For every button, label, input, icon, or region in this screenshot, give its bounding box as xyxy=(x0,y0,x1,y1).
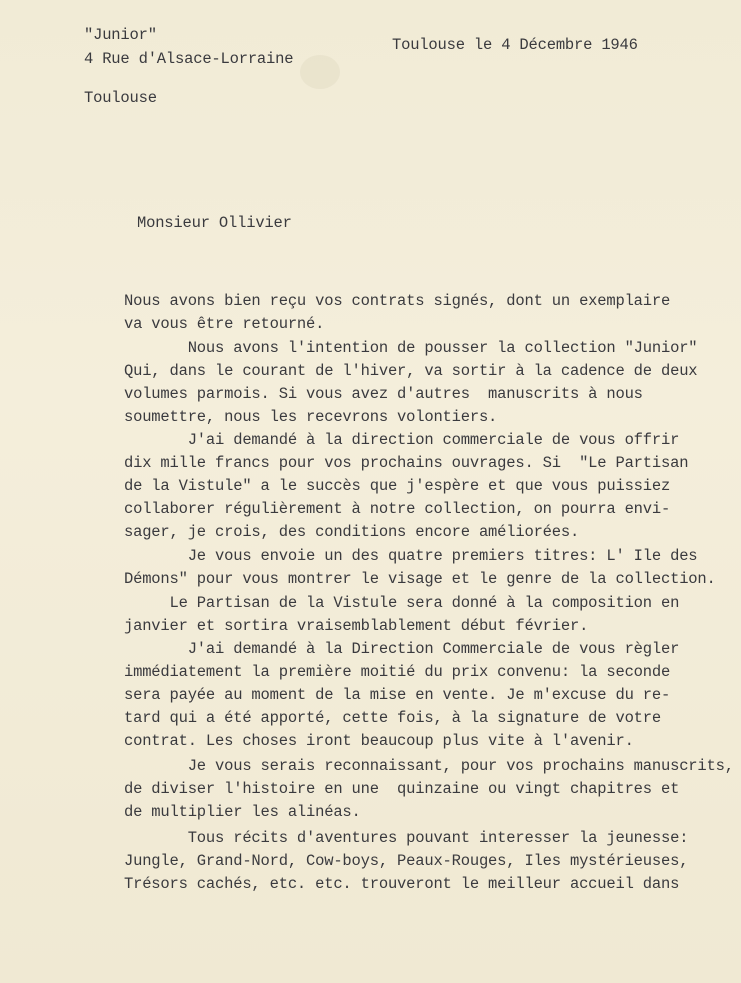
body-line: sera payée au moment de la mise en vente. Je m'excuse du re- xyxy=(124,686,671,704)
body-line: tard qui a été apporté, cette fois, à la signature de votre xyxy=(124,709,661,727)
body-line: Qui, dans le courant de l'hiver, va sortir à la cadence de deux xyxy=(124,362,698,380)
body-line: Jungle, Grand-Nord, Cow-boys, Peaux-Rouges, Iles mystérieuses, xyxy=(124,852,689,870)
body-line: Trésors cachés, etc. etc. trouveront le meilleur accueil dans xyxy=(124,875,680,893)
sender-city: Toulouse xyxy=(84,89,157,107)
sender-address: 4 Rue d'Alsace-Lorraine xyxy=(84,50,294,68)
body-line: Nous avons bien reçu vos contrats signés, dont un exemplaire xyxy=(124,292,671,310)
body-line: Nous avons l'intention de pousser la collection "Junior" xyxy=(124,339,698,357)
body-line: Tous récits d'aventures pouvant interesser la jeunesse: xyxy=(124,829,689,847)
paper-stain xyxy=(300,55,340,89)
salutation: Monsieur Ollivier xyxy=(137,214,292,232)
body-line: collaborer régulièrement à notre collection, on pourra envi- xyxy=(124,500,671,518)
sender-name: "Junior" xyxy=(84,26,157,44)
body-line: Je vous envoie un des quatre premiers titres: L' Ile des xyxy=(124,547,698,565)
body-line: dix mille francs pour vos prochains ouvrages. Si "Le Partisan xyxy=(124,454,689,472)
body-line: contrat. Les choses iront beaucoup plus vite à l'avenir. xyxy=(124,732,634,750)
body-line: Le Partisan de la Vistule sera donné à la composition en xyxy=(124,594,680,612)
body-line: sager, je crois, des conditions encore améliorées. xyxy=(124,523,580,541)
body-line: Démons" pour vous montrer le visage et le genre de la collection. xyxy=(124,570,716,588)
body-line: immédiatement la première moitié du prix convenu: la seconde xyxy=(124,663,671,681)
body-line: va vous être retourné. xyxy=(124,315,325,333)
body-line: volumes parmois. Si vous avez d'autres manuscrits à nous xyxy=(124,385,643,403)
body-line: de diviser l'histoire en une quinzaine ou vingt chapitres et xyxy=(124,780,680,798)
body-line: soumettre, nous les recevrons volontiers. xyxy=(124,408,498,426)
letter-date: Toulouse le 4 Décembre 1946 xyxy=(392,36,638,54)
body-line: de multiplier les alinéas. xyxy=(124,803,361,821)
body-line: de la Vistule" a le succès que j'espère et que vous puissiez xyxy=(124,477,671,495)
body-line: Je vous serais reconnaissant, pour vos prochains manuscrits, xyxy=(124,757,734,775)
body-line: J'ai demandé à la direction commerciale de vous offrir xyxy=(124,431,680,449)
body-line: J'ai demandé à la Direction Commerciale de vous règler xyxy=(124,640,680,658)
body-line: janvier et sortira vraisemblablement début février. xyxy=(124,617,589,635)
